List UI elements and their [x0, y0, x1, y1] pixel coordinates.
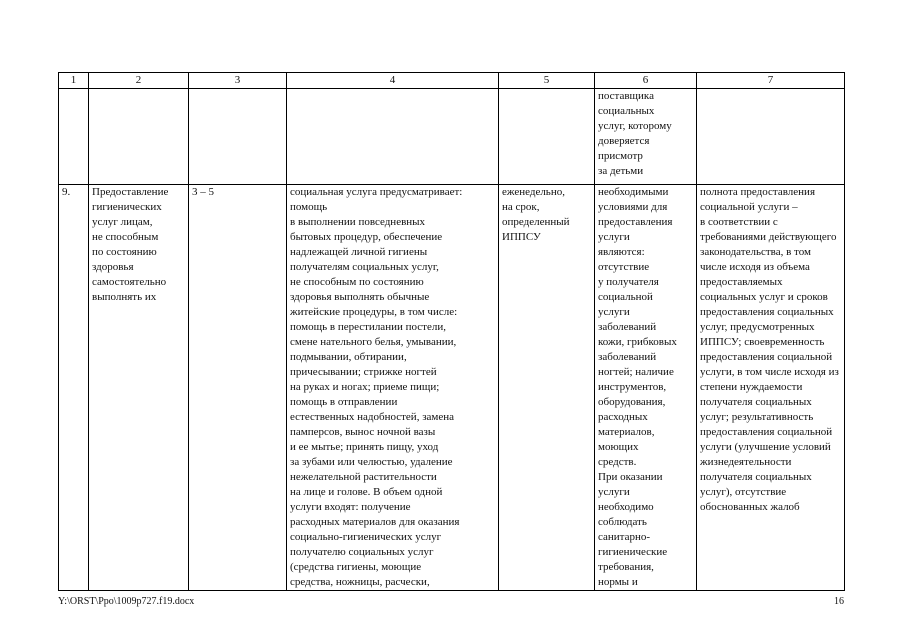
- cell-text-line: предоставления социальной: [700, 426, 833, 438]
- cell-text-line: не способным по состоянию: [290, 276, 424, 288]
- row9-frequency: [499, 185, 595, 591]
- cell-text-line: социальной: [598, 291, 653, 303]
- cell-text-line: ногтей; наличие: [598, 366, 674, 378]
- cell-text-line: на руках и ногах; приеме пищи;: [290, 381, 440, 393]
- header-col-3: 3: [189, 73, 287, 89]
- row9-quality-criteria: [697, 185, 845, 591]
- cell-text-line: помощь: [290, 201, 328, 213]
- cont-col-3: [189, 89, 287, 185]
- cell-text-line: по состоянию: [92, 246, 157, 258]
- cell-text-line: смене нательного белья, умывании,: [290, 336, 457, 348]
- cell-text-line: на срок,: [502, 201, 540, 213]
- cell-text-line: необходимо: [598, 501, 654, 513]
- cell-text-line: средств.: [598, 456, 637, 468]
- cell-text-line: в соответствии с: [700, 216, 778, 228]
- cell-text-line: средства, ножницы, расчески,: [290, 576, 430, 588]
- cell-text-line: ИППСУ; своевременность: [700, 336, 825, 348]
- cell-text-line: социальных: [598, 105, 655, 117]
- cell-text-line: степени нуждаемости: [700, 381, 803, 393]
- cell-text-line: расходных материалов для оказания: [290, 516, 460, 528]
- cont-col-6-provider-text: [595, 89, 697, 185]
- cell-text-line: социальной услуги –: [700, 201, 798, 213]
- header-col-1: 1: [59, 73, 89, 89]
- cell-text-line: услуг), отсутствие: [700, 486, 787, 498]
- cell-text-line: присмотр: [598, 150, 643, 162]
- cell-text-line: за зубами или челюстью, удаление: [290, 456, 453, 468]
- cell-text-line: выполнять их: [92, 291, 157, 303]
- cell-text-line: 9.: [62, 186, 71, 198]
- table-row-continuation: [59, 89, 845, 185]
- cell-text-line: получателя социальных: [700, 471, 812, 483]
- cell-text-line: условиями для: [598, 201, 668, 213]
- cell-text-line: услуг, которому: [598, 120, 672, 132]
- cell-text-line: естественных надобностей, замена: [290, 411, 455, 423]
- cell-text-line: определенный: [502, 216, 570, 228]
- cell-text-line: помощь в отправлении: [290, 396, 398, 408]
- cell-text-line: услуг, предусмотренных: [700, 321, 815, 333]
- cell-text-line: услуги: [598, 486, 630, 498]
- cell-text-line: бытовых процедур, обеспечение: [290, 231, 443, 243]
- cont-col-5: [499, 89, 595, 185]
- cell-text-line: услуги: [598, 306, 630, 318]
- cell-text-line: получателю социальных услуг: [290, 546, 434, 558]
- cell-text-line: заболеваний: [598, 351, 657, 363]
- cell-text-line: и ее мытье; принять пищу, уход: [290, 441, 439, 453]
- cell-text-line: При оказании: [598, 471, 663, 483]
- cell-text-line: требования,: [598, 561, 654, 573]
- cell-text-line: полнота предоставления: [700, 186, 816, 198]
- row9-description: [287, 185, 499, 591]
- cell-text-line: требованиями действующего: [700, 231, 837, 243]
- row9-conditions: [595, 185, 697, 591]
- cell-text-line: самостоятельно: [92, 276, 167, 288]
- cell-text-line: услуги входят: получение: [290, 501, 411, 513]
- cell-text-line: за детьми: [598, 165, 644, 177]
- cell-text-line: не способным: [92, 231, 159, 243]
- row9-duration: [189, 185, 287, 591]
- cell-text-line: необходимыми: [598, 186, 669, 198]
- cell-text-line: отсутствие: [598, 261, 650, 273]
- cell-text-line: социальная услуга предусматривает:: [290, 186, 463, 198]
- cell-text-line: подмывании, обтирании,: [290, 351, 407, 363]
- cell-text-line: услуг; результативность: [700, 411, 814, 423]
- cell-text-line: в выполнении повседневных: [290, 216, 426, 228]
- cell-text-line: надлежащей личной гигиены: [290, 246, 428, 258]
- table-header-row: [59, 73, 845, 89]
- cell-text-line: получателя социальных: [700, 396, 812, 408]
- header-col-4: 4: [287, 73, 499, 89]
- cell-text-line: предоставляемых: [700, 276, 783, 288]
- cell-text-line: социальных услуг и сроков: [700, 291, 828, 303]
- header-col-6: 6: [595, 73, 697, 89]
- cont-col-7: [697, 89, 845, 185]
- cell-text-line: материалов,: [598, 426, 655, 438]
- cell-text-line: жизнедеятельности: [700, 456, 792, 468]
- cell-text-line: житейские процедуры, в том числе:: [290, 306, 458, 318]
- cell-text-line: заболеваний: [598, 321, 657, 333]
- cell-text-line: законодательства, в том: [700, 246, 811, 258]
- cell-text-line: помощь в перестилании постели,: [290, 321, 446, 333]
- cell-text-line: санитарно-: [598, 531, 651, 543]
- cell-text-line: услуг лицам,: [92, 216, 153, 228]
- cell-text-line: оборудования,: [598, 396, 666, 408]
- cont-col-4: [287, 89, 499, 185]
- cell-text-line: здоровья: [92, 261, 134, 273]
- cell-text-line: доверяется: [598, 135, 650, 147]
- footer-file-path: Y:\ORST\Ppo\1009p727.f19.docx: [58, 596, 195, 607]
- cell-text-line: на лице и голове. В объем одной: [290, 486, 443, 498]
- cell-text-line: расходных: [598, 411, 648, 423]
- cell-text-line: услуги, в том числе исходя из: [700, 366, 839, 378]
- cell-text-line: обоснованных жалоб: [700, 501, 800, 513]
- cell-text-line: гигиенических: [92, 201, 162, 213]
- cell-text-line: нормы и: [598, 576, 638, 588]
- cell-text-line: здоровья выполнять обычные: [290, 291, 430, 303]
- cell-text-line: ИППСУ: [502, 231, 541, 243]
- cell-text-line: соблюдать: [598, 516, 647, 528]
- cell-text-line: получателям социальных услуг,: [290, 261, 439, 273]
- cell-text-line: инструментов,: [598, 381, 667, 393]
- cell-text-line: социально-гигиенических услуг: [290, 531, 442, 543]
- cont-col-1: [59, 89, 89, 185]
- cell-text-line: предоставления социальных: [700, 306, 834, 318]
- cell-text-line: (средства гигиены, моющие: [290, 561, 422, 573]
- cell-text-line: еженедельно,: [502, 186, 565, 198]
- cell-text-line: поставщика: [598, 90, 654, 102]
- cell-text-line: предоставления: [598, 216, 673, 228]
- cell-text-line: услуги (улучшение условий: [700, 441, 831, 453]
- footer-page-number: 16: [834, 596, 844, 607]
- cell-text-line: у получателя: [598, 276, 659, 288]
- cell-text-line: числе исходя из объема: [700, 261, 810, 273]
- cell-text-line: гигиенические: [598, 546, 668, 558]
- header-col-5: 5: [499, 73, 595, 89]
- header-col-2: 2: [89, 73, 189, 89]
- header-col-7: 7: [697, 73, 845, 89]
- table-row-9: [59, 185, 845, 591]
- cell-text-line: кожи, грибковых: [598, 336, 677, 348]
- cell-text-line: услуги: [598, 231, 630, 243]
- cell-text-line: являются:: [598, 246, 645, 258]
- cont-col-2: [89, 89, 189, 185]
- cell-text-line: памперсов, вынос ночной вазы: [290, 426, 436, 438]
- cell-text-line: моющих: [598, 441, 639, 453]
- cell-text-line: 3 – 5: [192, 186, 214, 198]
- cell-text-line: причесывании; стрижке ногтей: [290, 366, 437, 378]
- services-table: [58, 72, 845, 591]
- cell-text-line: Предоставление: [92, 186, 169, 198]
- row9-service-name: [89, 185, 189, 591]
- cell-text-line: нежелательной растительности: [290, 471, 437, 483]
- row9-number: [59, 185, 89, 591]
- cell-text-line: предоставления социальной: [700, 351, 833, 363]
